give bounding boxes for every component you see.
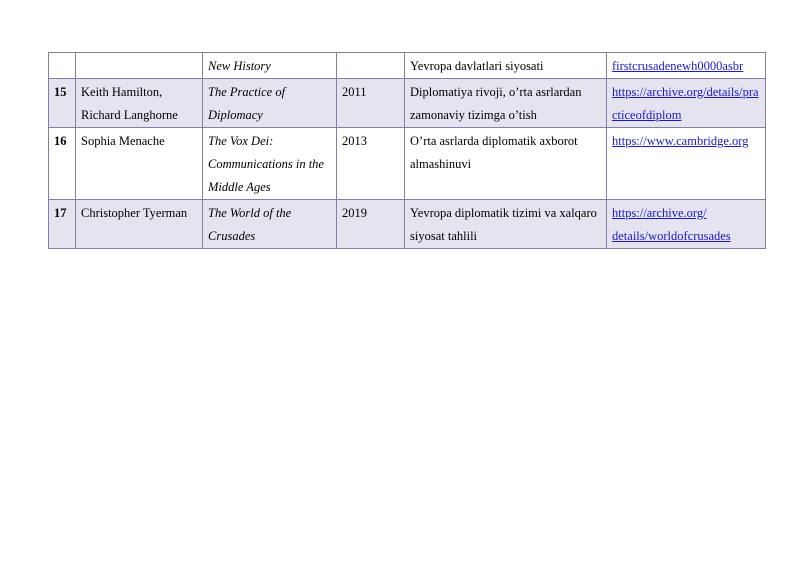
year-cell: 2013 [337, 128, 405, 200]
link-cell [607, 79, 766, 128]
author-cell: Christopher Tyerman [76, 200, 203, 249]
source-link[interactable]: https://www.cambridge.org [612, 134, 749, 148]
link-cell [607, 128, 766, 200]
row-number: 17 [49, 200, 76, 249]
year-cell [337, 53, 405, 79]
title-cell: The Practice of Diplomacy [203, 79, 337, 128]
table-row [49, 128, 766, 200]
author-cell: Keith Hamilton, Richard Langhorne [76, 79, 203, 128]
source-link[interactable]: https://archive.org/ details/worldofcrusades [612, 206, 731, 243]
row-number [49, 53, 76, 79]
table-row [49, 53, 766, 79]
topic-cell: O’rta asrlarda diplomatik axborot almashinuvi [405, 128, 607, 200]
year-cell: 2019 [337, 200, 405, 249]
link-cell [607, 200, 766, 249]
source-link[interactable]: firstcrusadenewh0000asbr [612, 59, 744, 73]
title-cell: The World of the Crusades [203, 200, 337, 249]
table-row [49, 200, 766, 249]
row-number: 15 [49, 79, 76, 128]
topic-cell: Yevropa diplomatik tizimi va xalqaro siyosat tahlili [405, 200, 607, 249]
bibliography-table [48, 52, 766, 249]
author-cell [76, 53, 203, 79]
title-cell: New History [203, 53, 337, 79]
topic-cell: Diplomatiya rivoji, o’rta asrlardan zamonaviy tizimga o’tish [405, 79, 607, 128]
topic-cell: Yevropa davlatlari siyosati [405, 53, 607, 79]
title-cell: The Vox Dei: Communications in the Middle Ages [203, 128, 337, 200]
link-cell [607, 53, 766, 79]
source-link[interactable]: https://archive.org/details/practiceofdiplom [612, 85, 759, 122]
author-cell: Sophia Menache [76, 128, 203, 200]
row-number: 16 [49, 128, 76, 200]
year-cell: 2011 [337, 79, 405, 128]
table-row [49, 79, 766, 128]
